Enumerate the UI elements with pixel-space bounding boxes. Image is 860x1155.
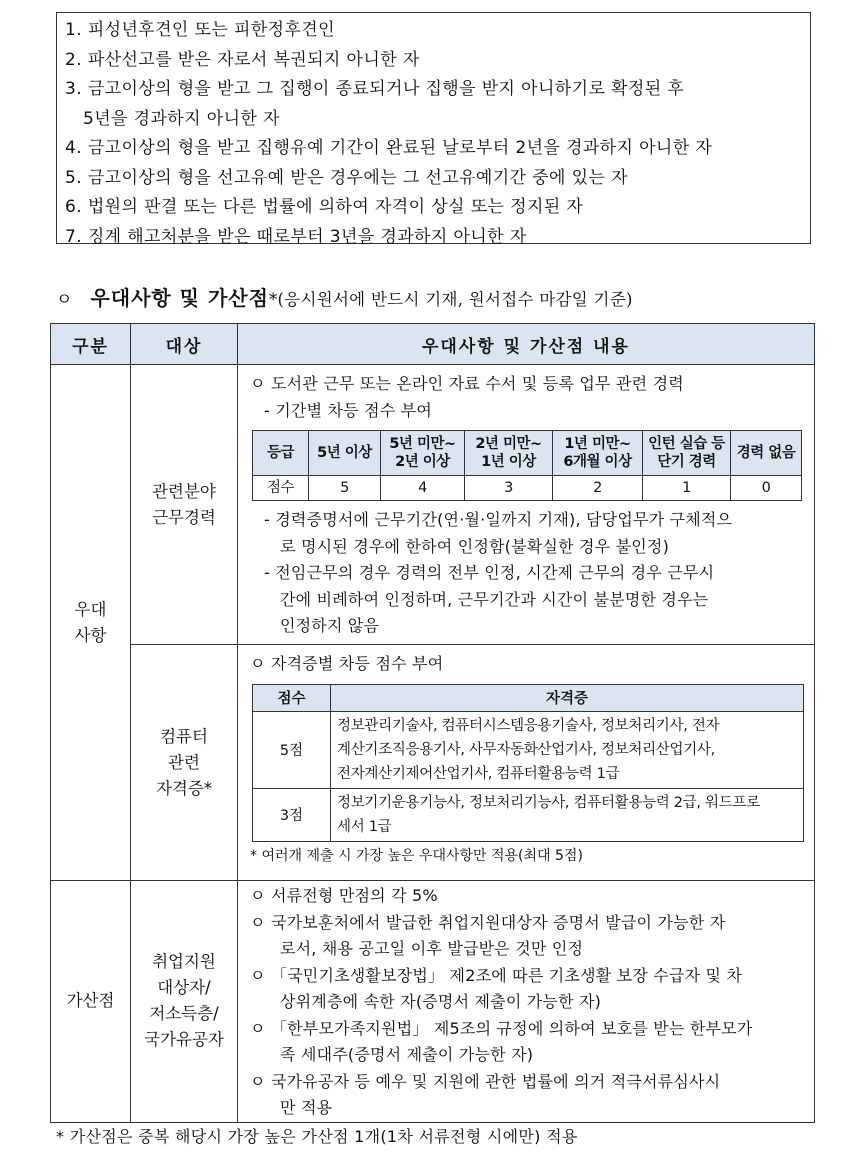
cert-table xyxy=(252,684,804,842)
score-value: 5 xyxy=(309,476,381,501)
cert-note: * 여러개 제출 시 가장 높은 우대사항만 적용(최대 5점) xyxy=(250,847,583,864)
content-line: ㅇ 국가보훈처에서 발급한 취업지원대상자 증명서 발급이 가능한 자 xyxy=(250,912,726,932)
grade-header: 등급 xyxy=(253,431,309,476)
content-line: 상위계층에 속한 자(증명서 제출이 가능한 자) xyxy=(280,992,602,1011)
list-item: 7. 징계 해고처분을 받은 때로부터 3년을 경과하지 아니한 자 xyxy=(65,226,527,247)
cert-points: 5점 xyxy=(253,711,331,788)
content-line: ㅇ 「한부모가족지원법」 제5조의 규정에 의하여 보호를 받는 한부모가 xyxy=(250,1018,753,1038)
list-item: 2. 파산선고를 받은 자로서 복권되지 아니한 자 xyxy=(65,49,420,70)
list-item: 4. 금고이상의 형을 받고 집행유예 기간이 완료된 날로부터 2년을 경과하지 아니한 자 xyxy=(65,138,713,158)
bonus-content xyxy=(238,881,815,1123)
section-heading: 우대사항 및 가산점 xyxy=(90,286,269,310)
header-target: 대상 xyxy=(131,324,238,365)
content-line: - 기간별 차등 점수 부여 xyxy=(264,400,433,420)
content-line: 로 명시된 경우에 한하여 인정함(불확실한 경우 불인정) xyxy=(280,536,670,556)
circle-bullet-icon: ㅇ xyxy=(56,290,73,310)
computer-content xyxy=(238,645,815,881)
grade-header: 인턴 실습 등 단기 경력 xyxy=(643,431,731,476)
content-line: ㅇ 국가유공자 등 예우 및 지원에 관한 법률에 의거 적극서류심사시 xyxy=(250,1071,721,1091)
career-content xyxy=(238,365,815,645)
score-value: 1 xyxy=(643,476,731,501)
score-label: 점수 xyxy=(253,476,309,501)
computer-target: 컴퓨터 관련 자격증* xyxy=(131,645,238,881)
grade-header: 2년 미만~ 1년 이상 xyxy=(465,431,553,476)
list-item: 5년을 경과하지 아니한 자 xyxy=(83,108,280,129)
cert-header: 자격증 xyxy=(331,684,804,711)
content-line: ㅇ 도서관 근무 또는 온라인 자료 수서 및 등록 업무 관련 경력 xyxy=(250,374,684,393)
grade-header: 경력 없음 xyxy=(731,431,802,476)
content-line: 만 적용 xyxy=(280,1098,333,1117)
content-line: ㅇ 「국민기초생활보장법」 제2조에 따른 기초생활 보장 수급자 및 차 xyxy=(250,965,743,985)
cert-list: 정보관리기술사, 컴퓨터시스템응용기술사, 정보처리기사, 전자 계산기조직응용기사, 사무자동화산업기사, 정보처리산업기사, 전자계산기제어산업기사, 컴퓨터활용능력 1급 xyxy=(331,711,804,788)
content-line: 간에 비례하여 인정하며, 근무기간과 시간이 불분명한 경우는 xyxy=(280,589,709,609)
disqualification-box xyxy=(56,12,811,247)
score-value: 3 xyxy=(465,476,553,501)
content-line: - 경력증명서에 근무기간(연·월·일까지 기재), 담당업무가 구체적으 xyxy=(264,510,733,529)
header-content: 우대사항 및 가산점 내용 xyxy=(238,324,815,365)
content-line: ㅇ 서류전형 만점의 각 5% xyxy=(250,886,438,905)
header-category: 구분 xyxy=(51,324,131,365)
score-value: 0 xyxy=(731,476,802,501)
score-value: 2 xyxy=(553,476,643,501)
score-value: 4 xyxy=(381,476,465,501)
cert-points: 3점 xyxy=(253,788,331,841)
disqualification-list xyxy=(65,16,810,252)
content-line: 족 세대주(증명서 제출이 가능한 자) xyxy=(280,1045,534,1064)
cert-list: 정보기기운용기능사, 정보처리기능사, 컴퓨터활용능력 2급, 워드프로 세서 1급 xyxy=(331,788,804,841)
grade-header: 5년 이상 xyxy=(309,431,381,476)
list-item: 5. 금고이상의 형을 선고유예 받은 경우에는 그 선고유예기간 중에 있는 자 xyxy=(65,167,628,188)
grade-header: 1년 미만~ 6개월 이상 xyxy=(553,431,643,476)
grade-table xyxy=(252,430,802,501)
list-item: 6. 법원의 판결 또는 다른 법률에 의하여 자격이 상실 또는 정지된 자 xyxy=(65,197,584,217)
content-line: 인정하지 않음 xyxy=(280,616,380,635)
section-note: *(응시원서에 반드시 기재, 원서접수 마감일 기준) xyxy=(268,290,633,309)
content-line: - 전임근무의 경우 경력의 전부 인정, 시간제 근무의 경우 근무시 xyxy=(264,563,715,582)
preference-table xyxy=(50,323,815,1123)
section-title xyxy=(56,282,633,311)
content-line: 로서, 채용 공고일 이후 발급받은 것만 인정 xyxy=(280,939,584,958)
list-item: 3. 금고이상의 형을 받고 그 집행이 종료되거나 집행을 받지 아니하기로 확정된 후 xyxy=(65,79,685,99)
career-target: 관련분야 근무경력 xyxy=(131,365,238,645)
preference-category: 우대 사항 xyxy=(51,365,131,881)
list-item: 1. 피성년후견인 또는 피한정후견인 xyxy=(65,20,335,40)
bonus-target: 취업지원 대상자/ 저소득층/ 국가유공자 xyxy=(131,881,238,1123)
cert-header: 점수 xyxy=(253,684,331,711)
content-line: ㅇ 자격증별 차등 점수 부여 xyxy=(250,654,444,673)
footnote: * 가산점은 중복 해당시 가장 높은 가산점 1개(1차 서류전형 시에만) 적용 xyxy=(56,1127,578,1146)
bonus-category: 가산점 xyxy=(51,881,131,1123)
grade-header: 5년 미만~ 2년 이상 xyxy=(381,431,465,476)
